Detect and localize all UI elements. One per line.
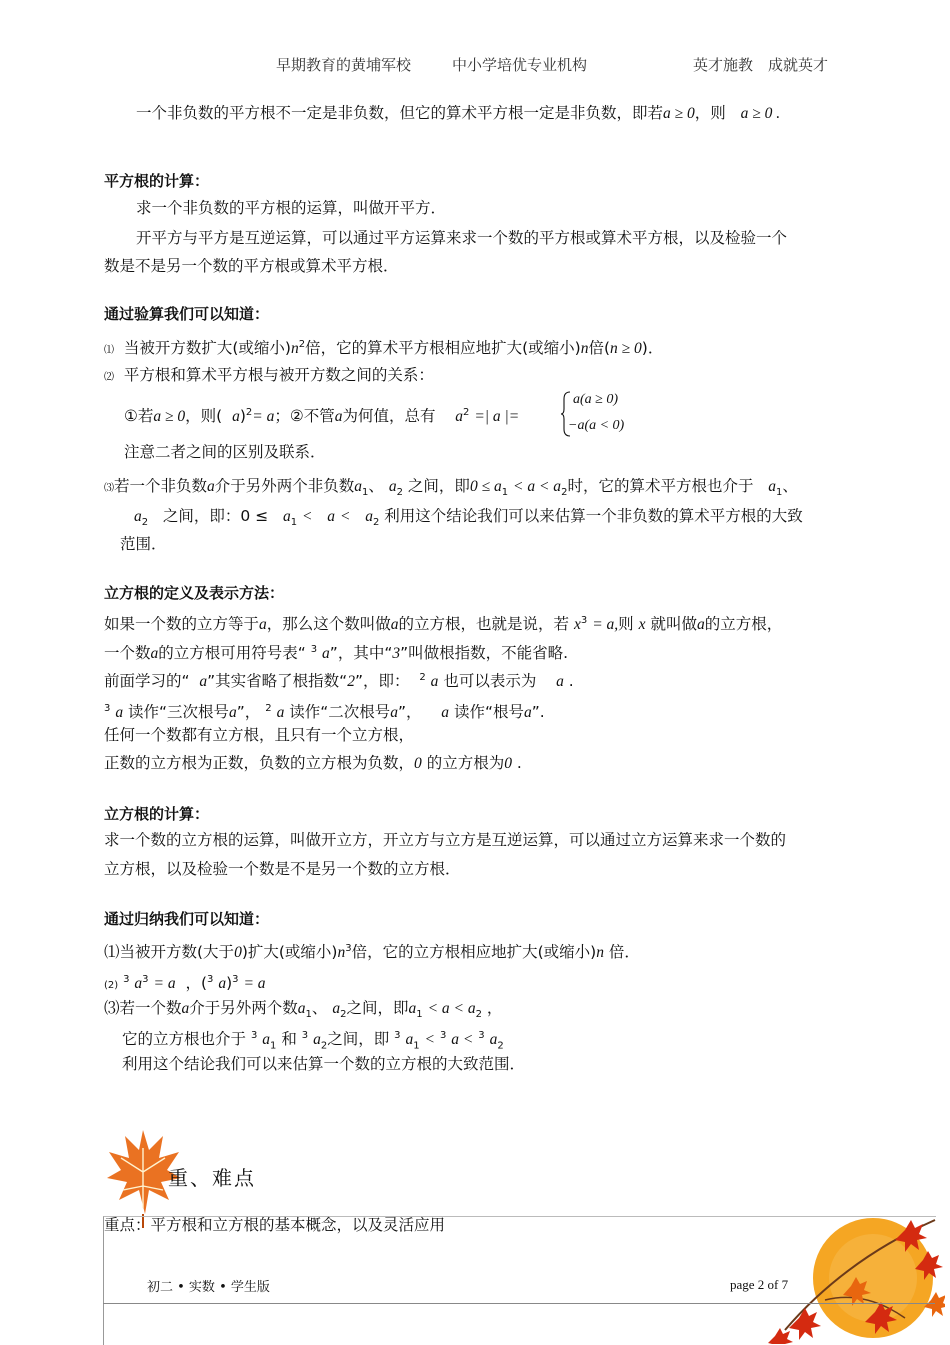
section-title-verify: 通过验算我们可以知道： [104, 305, 270, 323]
footer-divider [103, 1303, 935, 1304]
list-item-cont: 范围． [120, 535, 167, 553]
list-item-cont: 利用这个结论我们可以来估算一个数的立方根的大致范围． [122, 1055, 526, 1073]
list-item-cont: 它的立方根也介于 $^3$ $a_1$ 和 $^3$ $a_2$之间，即 $^3$ $a_1 < ^3$ a < $^3$ $a_2$ [122, 1030, 504, 1052]
list-item: ⑶若一个数a介于另外两个数$a_1$、 $a_2$之间，即$a_1 < a < a_2$ ， [104, 999, 503, 1021]
section-title-cube-root-calc: 立方根的计算： [104, 805, 210, 823]
list-item-cont: $a_2$ 之间，即：0 ≤ $a_1$ < a < $a_2$ 利用这个结论我们可以来估算一个非负数的算术平方根的大致 [134, 507, 803, 529]
footer-page-number: page 2 of 7 [730, 1277, 789, 1292]
paragraph: 一个数a的立方根可用符号表“ $^3$ a”，其中“3”叫做根指数，不能省略. [104, 644, 569, 663]
focus-line: 重点：平方根和立方根的基本概念，以及灵活应用 [104, 1216, 446, 1234]
paragraph: 立方根，以及检验一个数是不是另一个数的立方根． [104, 860, 461, 878]
formula-line: ①若a ≥ 0，则( a)$^2$= a；②不管a为何值，总有 $a^2$ =| a |= [124, 407, 520, 426]
list-item: ⑶若一个非负数a介于另外两个非负数$a_1$、 $a_2$ 之间，即$0 \le a_1 < a < a_2$时，它的算术平方根也介于 $a_1$、 [104, 477, 798, 499]
paragraph: 求一个数的立方根的运算，叫做开立方，开立方与立方是互逆运算，可以通过立方运算来求一个数的 [104, 831, 787, 849]
footer-left: 初二 • 实数 • 学生版 [147, 1280, 270, 1295]
paragraph: 前面学习的“ a”其实省略了根指数“2”，即： $^2$ a 也可以表示为 a . [104, 672, 574, 691]
list-item: ⑴当被开方数(大于0)扩大(或缩小)$n^3$倍，它的立方根相应地扩大(或缩小)n 倍． [104, 943, 640, 962]
note-line: 注意二者之间的区别及联系． [124, 443, 326, 461]
piecewise-case-1: a(a ≥ 0) [573, 392, 619, 407]
autumn-sun-decoration [755, 1200, 945, 1344]
paragraph: 求一个非负数的平方根的运算，叫做开平方． [136, 199, 447, 217]
paragraph: 如果一个数的立方等于a，那么这个数叫做a的立方根，也就是说，若 $x^3 = a$,则 x 就叫做a的立方根， [104, 615, 783, 634]
header-middle: 中小学培优专业机构 [452, 56, 588, 74]
paragraph: 开平方与平方是互逆运算，可以通过平方运算来求一个数的平方根或算术平方根，以及检验一个 [136, 229, 788, 247]
intro-line: 一个非负数的平方根不一定是非负数，但它的算术平方根一定是非负数，即若a ≥ 0，则 a ≥ 0 . [136, 104, 781, 122]
section-title-induction: 通过归纳我们可以知道： [104, 910, 270, 928]
paragraph: 数是不是另一个数的平方根或算术平方根． [104, 257, 399, 275]
section-title-square-root-calc: 平方根的计算： [104, 172, 210, 190]
section-title-cube-root-def: 立方根的定义及表示方法： [104, 584, 285, 602]
list-item: (2) $^3$ $a^3 = a$ ，($^3$ a)$^3$ = a [104, 974, 266, 993]
list-item: ⑵ 平方根和算术平方根与被开方数之间的关系： [104, 366, 434, 384]
header-right: 英才施教 成就英才 [693, 56, 829, 74]
paragraph: 任何一个数都有立方根，且只有一个立方根， [104, 726, 415, 744]
header-left: 早期教育的黄埔军校 [276, 56, 412, 74]
paragraph: 正数的立方根为正数，负数的立方根为负数，0 的立方根为0 . [104, 754, 522, 772]
piecewise-case-2: −a(a < 0) [568, 418, 625, 433]
section-title-key-points: 重、难点 [168, 1166, 256, 1190]
list-item: ⑴ 当被开方数扩大(或缩小)$n^2$倍，它的算术平方根相应地扩大(或缩小)n倍(n ≥ 0)． [104, 339, 664, 358]
paragraph: $^3$ a 读作“三次根号a”， $^2$ a 读作“二次根号a”， a 读作“根号a”. [104, 703, 545, 722]
